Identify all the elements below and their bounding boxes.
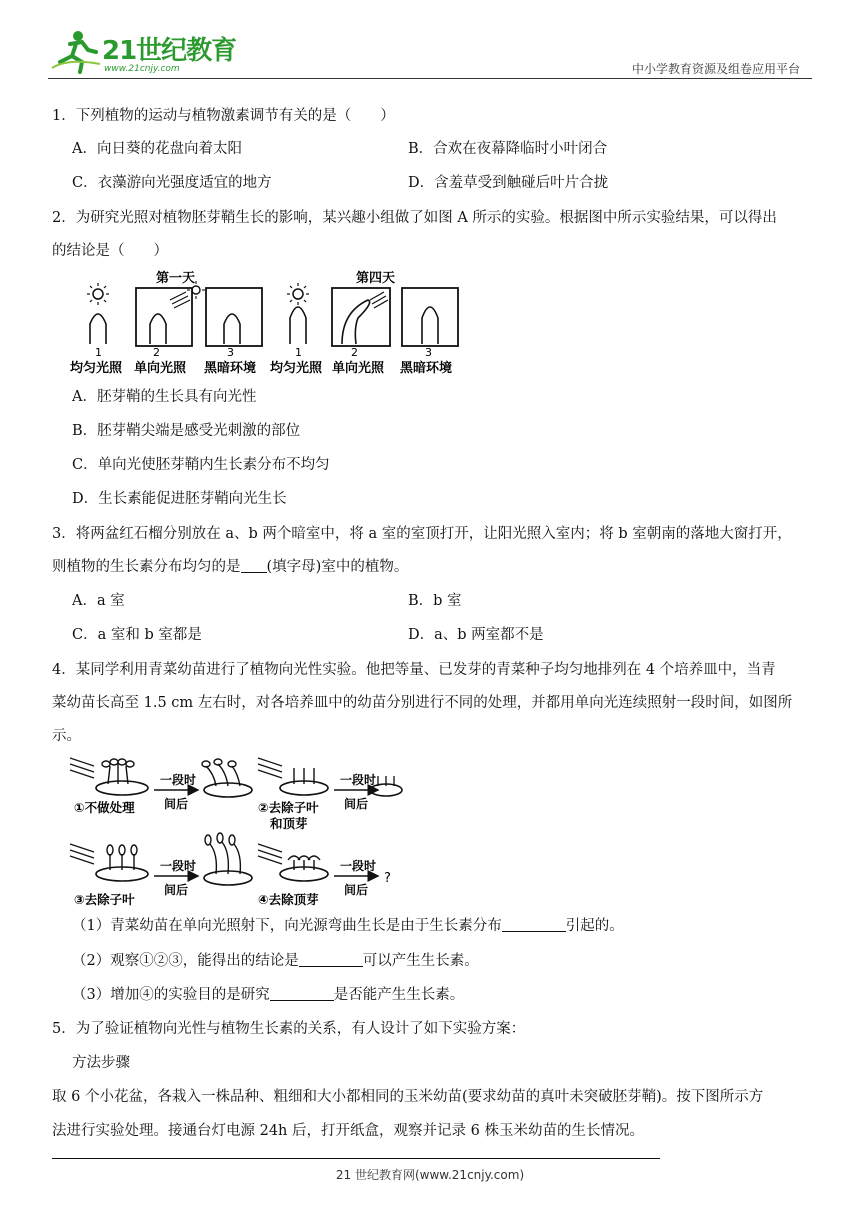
fig-num-2b: 2 bbox=[351, 346, 358, 359]
coleoptile-bent bbox=[342, 300, 370, 344]
seedlings-no-cotyledon bbox=[107, 845, 137, 870]
q4-sub2 bbox=[72, 951, 479, 971]
q3-stem-line1: 3．将两盆红石榴分别放在 a、b 两个暗室中，将 a 室的室顶打开，让阳光照入室内；将 b 室朝南的落地大窗打开， bbox=[52, 526, 792, 542]
arrow-top-3: 一段时 bbox=[160, 859, 197, 873]
q4-stem-line3: 示。 bbox=[52, 728, 81, 744]
fig-label-uniform-b: 均匀光照 bbox=[270, 361, 323, 376]
q3-answer-blank[interactable] bbox=[241, 558, 267, 573]
q4-sub3-blank[interactable] bbox=[270, 986, 334, 1001]
dark-box-3 bbox=[206, 288, 262, 346]
arrow-top-2: 一段时 bbox=[340, 773, 377, 787]
q1-option-a: A．向日葵的花盘向着太阳 bbox=[72, 141, 242, 157]
coleoptile-4 bbox=[290, 307, 306, 344]
q4-sub3-post: 是否能产生生长素。 bbox=[333, 987, 465, 1003]
dark-box-6 bbox=[402, 288, 458, 346]
q2-stem-line1: 2．为研究光照对植物胚芽鞘生长的影响，某兴趣小组做了如图 A 所示的实验。根据图中所示实验结果，可以得出 bbox=[52, 210, 777, 226]
fig-day1: 第一天 bbox=[156, 271, 196, 286]
q4-sub2-post: 可以产生生长素。 bbox=[362, 953, 479, 969]
arrow-bottom-1: 间后 bbox=[164, 797, 189, 811]
q2-option-c: C．单向光使胚芽鞘内生长素分布不均匀 bbox=[72, 457, 330, 473]
q4-sub2-pre: （2）观察①②③，能得出的结论是 bbox=[72, 953, 299, 969]
q4-sub3 bbox=[72, 985, 464, 1005]
sun-icon bbox=[87, 283, 109, 305]
q4-seedling-figure bbox=[66, 750, 406, 910]
q3-stem-post: (填字母)室中的植物。 bbox=[266, 559, 409, 575]
fig-num-3b: 3 bbox=[425, 346, 432, 359]
unknown-result: ? bbox=[384, 871, 391, 886]
label-remove-cotyledon: ③去除子叶 bbox=[74, 892, 135, 907]
q4-sub1-blank[interactable] bbox=[502, 917, 566, 932]
light-rays-icon bbox=[258, 758, 282, 778]
q2-option-b: B．胚芽鞘尖端是感受光刺激的部位 bbox=[72, 423, 301, 439]
q1-option-b: B．合欢在夜幕降临时小叶闭合 bbox=[408, 141, 608, 157]
fig-num-1: 1 bbox=[95, 346, 102, 359]
coleoptile-2 bbox=[150, 314, 166, 344]
platform-title: 中小学教育资源及组卷应用平台 bbox=[631, 62, 800, 76]
label-remove-bud: ④去除顶芽 bbox=[258, 892, 319, 907]
arrow-bottom-2: 间后 bbox=[344, 797, 369, 811]
light-rays-icon bbox=[370, 292, 388, 308]
q4-sub3-pre: （3）增加④的实验目的是研究 bbox=[72, 987, 270, 1003]
site-logo[interactable] bbox=[48, 28, 248, 78]
q4-stem-line2: 菜幼苗长高至 1.5 cm 左右时，对各培养皿中的幼苗分别进行不同的处理，并都用单向光连续照射一段时间，如图所 bbox=[52, 695, 793, 711]
arrow-bottom-3: 间后 bbox=[164, 883, 189, 897]
arrow-top-4: 一段时 bbox=[340, 859, 377, 873]
q4-sub1 bbox=[72, 916, 624, 936]
fig-label-unilateral-b: 单向光照 bbox=[332, 361, 385, 376]
light-rays-icon bbox=[170, 292, 190, 308]
q3-option-b: B．b 室 bbox=[408, 593, 462, 609]
q3-stem-pre: 则植物的生长素分布均匀的是 bbox=[52, 559, 241, 575]
label-and-bud: 和顶芽 bbox=[270, 816, 308, 831]
q3-option-d: D．a、b 两室都不是 bbox=[408, 627, 544, 643]
q2-coleoptile-figure bbox=[66, 268, 466, 380]
light-rays-icon bbox=[70, 844, 94, 864]
dark-box-5 bbox=[332, 288, 390, 346]
fig-label-dark: 黑暗环境 bbox=[204, 361, 257, 376]
label-no-treatment: ①不做处理 bbox=[74, 800, 135, 815]
coleoptile-6 bbox=[422, 307, 438, 344]
q5-para-line2: 法进行实验处理。接通台灯电源 24h 后，打开纸盒，观察并记录 6 株玉米幼苗的生长情况。 bbox=[52, 1123, 644, 1139]
sun-icon bbox=[287, 283, 309, 305]
arrow-bottom-4: 间后 bbox=[344, 883, 369, 897]
light-rays-icon bbox=[70, 758, 94, 778]
q3-option-a: A．a 室 bbox=[72, 593, 125, 609]
q5-method-title: 方法步骤 bbox=[72, 1055, 130, 1071]
q5-para-line1: 取 6 个小花盆，各栽入一株品种、粗细和大小都相同的玉米幼苗(要求幼苗的真叶未突破胚芽鞘)。按下图所示方 bbox=[52, 1089, 764, 1105]
fig-num-1b: 1 bbox=[295, 346, 302, 359]
fig-label-unilateral: 单向光照 bbox=[134, 361, 187, 376]
q4-stem-line1: 4．某同学利用青菜幼苗进行了植物向光性实验。他把等量、已发芽的青菜种子均匀地排列在 4 个培养皿中，当青 bbox=[52, 662, 776, 678]
logo-url: www.21cnjy.com bbox=[104, 64, 180, 74]
q3-option-c: C．a 室和 b 室都是 bbox=[72, 627, 202, 643]
q2-option-a: A．胚芽鞘的生长具有向光性 bbox=[72, 389, 257, 405]
fig-label-uniform: 均匀光照 bbox=[70, 361, 123, 376]
q3-stem-line2 bbox=[52, 557, 408, 577]
seedlings-intact bbox=[102, 759, 134, 784]
fig-day4: 第四天 bbox=[356, 271, 396, 286]
q4-sub1-post: 引起的。 bbox=[565, 918, 624, 934]
runner-logo-icon bbox=[48, 28, 104, 74]
seedlings-bent-tall bbox=[205, 833, 240, 874]
petri-dish bbox=[96, 781, 148, 795]
light-rays-icon bbox=[258, 844, 282, 864]
logo-text: 21世纪教育 bbox=[102, 36, 237, 66]
fig-label-dark-b: 黑暗环境 bbox=[400, 361, 453, 376]
q1-option-c: C．衣藻游向光强度适宜的地方 bbox=[72, 175, 272, 191]
footer-divider bbox=[52, 1158, 660, 1159]
seedlings-bent bbox=[202, 759, 240, 786]
footer-text[interactable]: 21 世纪教育网(www.21cnjy.com) bbox=[335, 1168, 525, 1182]
arrow-top-1: 一段时 bbox=[160, 773, 197, 787]
dark-box-2 bbox=[136, 288, 192, 346]
q1-stem: 1．下列植物的运动与植物激素调节有关的是（ ） bbox=[52, 108, 395, 124]
coleoptile-3 bbox=[224, 314, 240, 344]
q4-sub2-blank[interactable] bbox=[299, 952, 363, 967]
q4-sub1-pre: （1）青菜幼苗在单向光照射下，向光源弯曲生长是由于生长素分布 bbox=[72, 918, 502, 934]
q2-option-d: D．生长素能促进胚芽鞘向光生长 bbox=[72, 491, 287, 507]
q5-stem: 5．为了验证植物向光性与植物生长素的关系，有人设计了如下实验方案： bbox=[52, 1021, 526, 1037]
coleoptile-1 bbox=[90, 314, 106, 344]
label-remove-cotyledon-bud: ②去除子叶 bbox=[258, 800, 319, 815]
fig-num-3: 3 bbox=[227, 346, 234, 359]
q2-stem-line2: 的结论是（ ） bbox=[52, 243, 168, 259]
fig-num-2: 2 bbox=[153, 346, 160, 359]
page-header bbox=[0, 0, 860, 82]
q1-option-d: D．含羞草受到触碰后叶片合拢 bbox=[408, 175, 609, 191]
header-divider bbox=[48, 78, 812, 79]
